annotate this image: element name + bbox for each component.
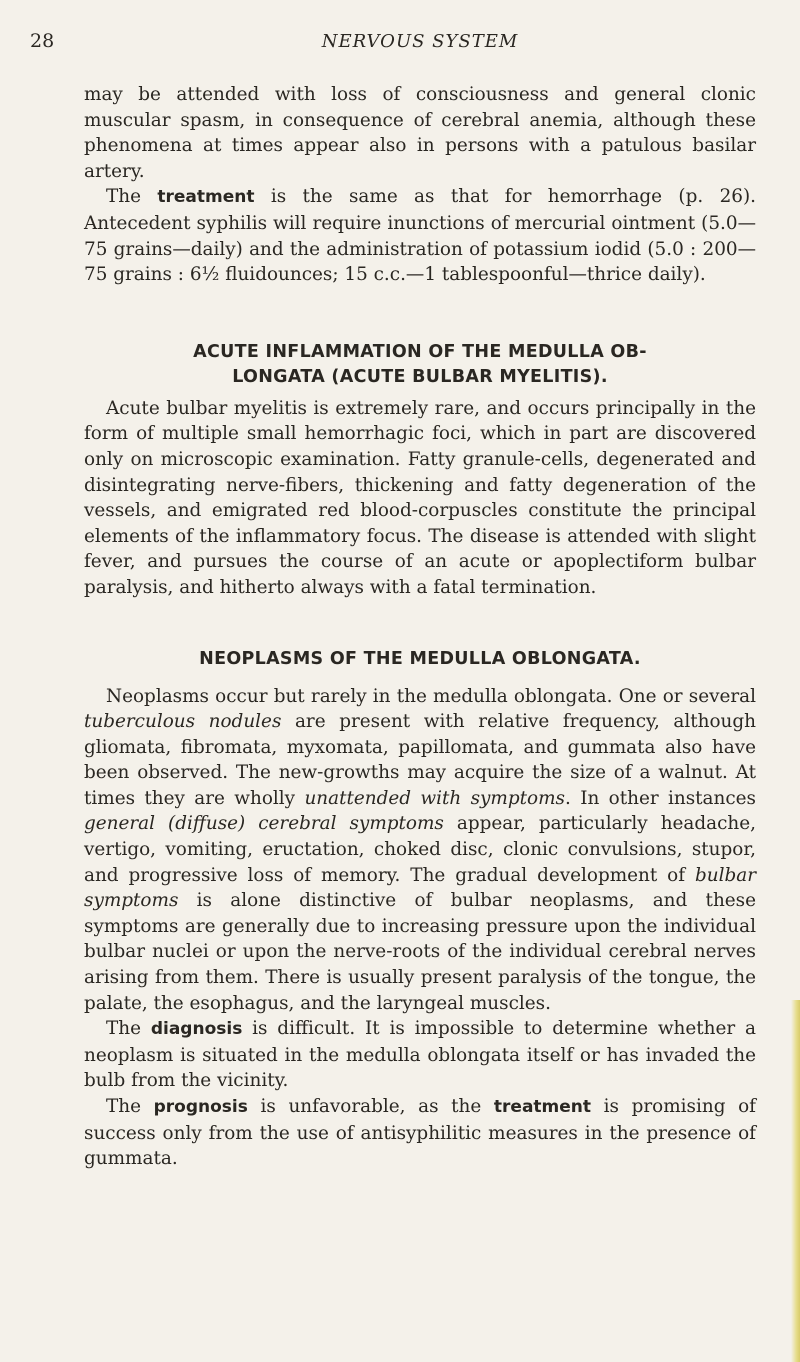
page-header <box>30 30 756 82</box>
italic-term: general (diffuse) cerebral symptoms <box>84 813 444 835</box>
italic-term: unattended with symptoms <box>304 787 565 809</box>
text-run: . In other instances <box>564 787 756 809</box>
text-run: is promising of success only from the use of antisyphilitic measures in the presence of gummata. <box>84 1096 756 1170</box>
text-run: Neoplasms occur but rarely in the medulla oblongata. One or several <box>106 685 756 707</box>
page-number: 28 <box>30 30 55 52</box>
section-heading-neoplasms: NEOPLASMS OF THE MEDULLA OBLONGATA. <box>199 648 641 669</box>
paragraph-text: may be attended with loss of consciousness and general clonic muscular spasm, in consequence of cerebral anemia, although these phenomena at times appear also in persons with a patulous basilar artery. <box>84 84 756 182</box>
italic-term: bulbar symptoms <box>84 864 756 912</box>
text-run: is alone distinctive of bulbar neoplasms, and these symptoms are generally due to increasing pressure upon the individual bulbar nuclei or upon the nerve-roots of the individual cerebral nerves arising from them. There is usually present paralysis of the tongue, the palate, the esophagus, and the laryngeal muscles. <box>84 890 756 1014</box>
heading-line: ACUTE INFLAMMATION OF THE MEDULLA OB- <box>193 341 647 362</box>
italic-term: tuberculous nodules <box>84 711 282 733</box>
bold-term: diagnosis <box>150 1019 243 1040</box>
paragraph-continuation <box>84 82 756 184</box>
section-heading-acute-inflammation <box>84 340 756 390</box>
paragraph-diagnosis <box>84 1016 756 1094</box>
text-run: The <box>106 186 158 208</box>
text-run: The <box>106 1018 151 1040</box>
paragraph-acute-bulbar-myelitis <box>84 396 756 601</box>
bold-term: prognosis <box>153 1097 248 1117</box>
page-edge-discoloration <box>791 1000 800 1362</box>
text-run: are present with relative frequency, although gliomata, fibromata, myxomata, papillomata, and gummata also have been observed. The new-growths may acquire the size of a walnut. At times they are wholly <box>84 711 756 809</box>
text-run: is difficult. It is impossible to determine whether a neoplasm is situated in the medulla oblongata itself or has invaded the bulb from the vicinity. <box>84 1018 756 1092</box>
paragraph-treatment <box>84 184 756 287</box>
book-page <box>30 30 757 1172</box>
heading-line: LONGATA (ACUTE BULBAR MYELITIS). <box>232 366 608 387</box>
paragraph-prognosis <box>84 1094 756 1172</box>
text-run: appear, particularly headache, vertigo, vomiting, eructation, choked disc, clonic convulsions, stupor, and progressive loss of memory. The gradual development of <box>84 813 757 886</box>
bold-term: treatment <box>157 187 255 208</box>
paragraph-text: Acute bulbar myelitis is extremely rare, and occurs principally in the form of multiple small hemorrhagic foci, which in part are discovered only on microscopic examination. Fatty granule-cells, degenerated and disintegrating nerve-fibers, thickening and fatty degeneration of the vessels, and emigrated red blood-corpuscles constitute the principal elements of the inflammatory focus. The disease is attended with slight fever, and pursues the course of an acute or apoplectiform bulbar paralysis, and hitherto always with a fatal termination. <box>84 397 756 598</box>
text-run: The <box>106 1096 154 1117</box>
text-run: is the same as that for hemorrhage (p. 26). Antecedent syphilis will require inunctions of mercurial ointment (5.0—75 grains—daily) and the administration of potassium iodid (5.0 : 200—75 grains : 6½ fluidounces; 15 c.c.—1 tablespoonful—thrice daily). <box>84 186 756 286</box>
paragraph-neoplasms <box>84 684 756 1017</box>
running-head: NERVOUS SYSTEM <box>321 31 519 52</box>
bold-term: treatment <box>493 1097 592 1117</box>
text-run: is unfavorable, as the <box>247 1096 494 1117</box>
